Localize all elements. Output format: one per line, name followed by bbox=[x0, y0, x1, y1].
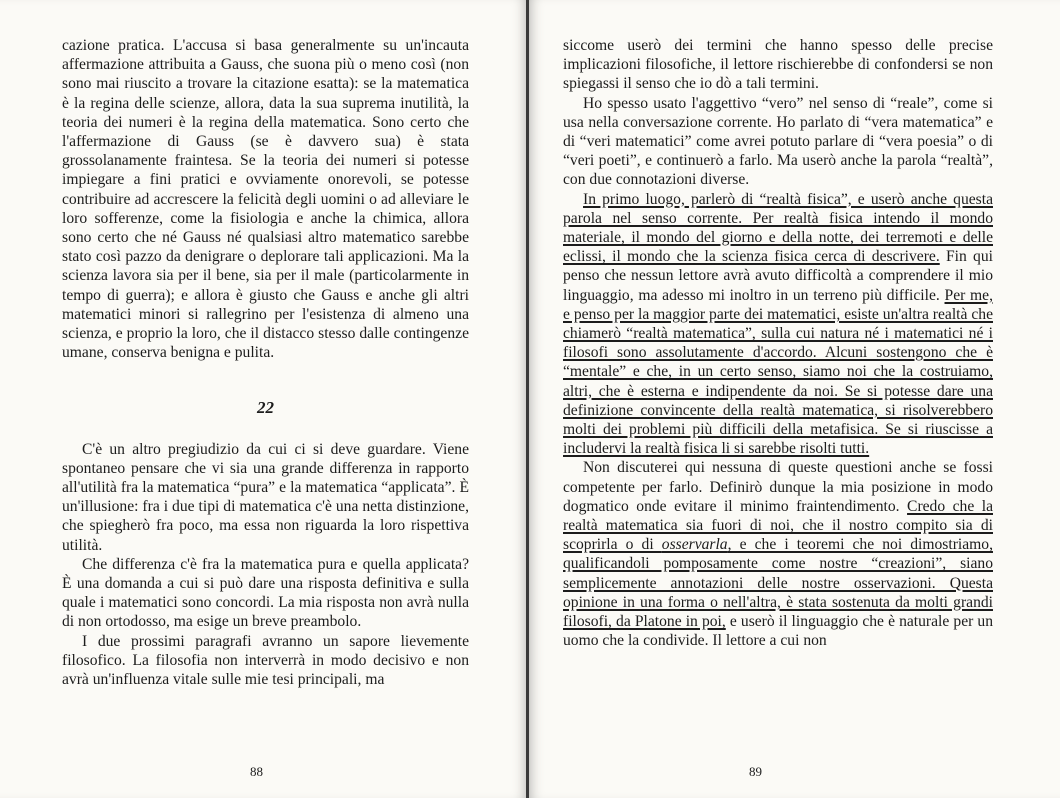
text-run: Non discuterei qui nessuna di queste questioni anche se fossi competente per farlo. Definirò dunque la mia posizione in modo dogmatico onde evitare il minimo fraintendimento. bbox=[563, 459, 993, 515]
paragraph bbox=[563, 190, 993, 459]
paragraph: cazione pratica. L'accusa si basa generalmente su un'incauta affermazione attribuita a Gauss, che suona più o meno così (non sono mai riuscito a trovare la citazione esatta): se la matematica è la regina delle scienze, allora, data la sua suprema inutilità, la teoria dei numeri è la regina della matematica. Sono certo che l'affermazione di Gauss (se è davvero sua) è stata grossolanamente fraintesa. Se la teoria dei numeri si potesse impiegare a fini pratici e ovviamente onorevoli, se potesse contribuire ad accrescere la felicità degli uomini o ad alleviare le loro sofferenze, come la fisiologia e anche la chimica, allora sono certo che né Gauss né qualsiasi altro matematico sarebbe stato così pazzo da denigrare o deplorare tali applicazioni. Ma la scienza lavora sia per il bene, sia per il male (particolarmente in tempo di guerra); e allora è giusto che Gauss e anche gli altri matematici minori si rallegrino per l'esistenza di almeno una scienza, e proprio la loro, che il distacco stesso dalle contingenze umane, conserva benigna e pulita. bbox=[62, 37, 469, 362]
section-number: 22 bbox=[257, 398, 274, 418]
text-run: e userò il linguaggio che è naturale per un uomo che la condivide. Il lettore a cui non bbox=[563, 613, 993, 650]
underlined-passage: In primo luogo, parlerò di “realtà fisica”, e userò anche questa parola nel senso corrente. Per realtà fisica intendo il mondo materiale, il mondo del giorno e della notte, dei terremoti e delle eclissi, il mondo che la scienza fisica cerca di descrivere. bbox=[563, 190, 993, 266]
right-page bbox=[529, 0, 1060, 798]
left-page-text bbox=[62, 36, 469, 689]
underlined-passage: Credo che la realtà matematica sia fuori di noi, che il nostro compito sia di scoprirla o di bbox=[563, 497, 993, 554]
paragraph: I due prossimi paragrafi avranno un sapore lievemente filosofico. La filosofia non interverrà in modo decisivo e non avrà un'influenza vitale sulle mie tesi principali, ma bbox=[62, 632, 469, 689]
left-page bbox=[0, 0, 527, 798]
paragraph: C'è un altro pregiudizio da cui ci si deve guardare. Viene spontaneo pensare che vi sia una grande differenza in rapporto all'utilità fra la matematica “pura” e la matematica “applicata”. È un'illusione: fra i due tipi di matematica c'è una netta distinzione, che spiegherò fra poco, ma essa non riguarda la loro rispettiva utilità. bbox=[62, 440, 469, 554]
paragraph: Che differenza c'è fra la matematica pura e quella applicata? È una domanda a cui si può dare una risposta definitiva e sulla quale i matematici sono concordi. La mia risposta non avrà nulla di non ortodosso, ma esige un breve preambolo. bbox=[62, 555, 469, 631]
paragraph bbox=[563, 458, 993, 650]
underlined-passage: , e che i teoremi che noi dimostriamo, qualificandoli pomposamente come nostre “creazioni”, siano semplicemente annotazioni delle nostre osservazioni. Questa opinione in una forma o nell'altra, è stata sostenuta da molti grandi filosofi, da Platone in poi, bbox=[563, 536, 993, 631]
paragraph: Ho spesso usato l'aggettivo “vero” nel senso di “reale”, come si usa nella conversazione corrente. Ho parlato di “vera matematica” e di “veri matematici” come avrei potuto parlare di “vera poesia” o di “veri poeti”, e continuerò a farlo. Ma userò anche la parola “realtà”, con due connotazioni diverse. bbox=[563, 94, 993, 189]
underlined-passage: Per me, e penso per la maggior parte dei matematici, esiste un'altra realtà che chiamerò “realtà matematica”, sulla cui natura né i matematici né i filosofi sono assolutamente d'accordo. Alcuni sostengono che è “mentale” e che, in un certo senso, siamo noi che la costruiamo, altri, che è esterna e indipendente da noi. Se si potesse dare una definizione convincente della realtà matematica, si risolverebbero molti dei problemi più difficili della metafisica. Se si riuscisse a includervi la realtà fisica li si sarebbe risolti tutti. bbox=[563, 286, 993, 458]
page-number: 88 bbox=[250, 764, 263, 779]
page-number: 89 bbox=[749, 764, 762, 779]
italic-word: osservarla bbox=[661, 536, 728, 554]
text-run: Fin qui penso che nessun lettore avrà avuto difficoltà a comprendere il mio linguaggio, ma adesso mi inoltro in un terreno più difficile. bbox=[563, 248, 993, 304]
paragraph: siccome userò dei termini che hanno spesso delle precise implicazioni filosofiche, il lettore rischierebbe di confondersi se non spiegassi il senso che io dò a tali termini. bbox=[563, 37, 993, 93]
right-page-text bbox=[563, 36, 993, 651]
